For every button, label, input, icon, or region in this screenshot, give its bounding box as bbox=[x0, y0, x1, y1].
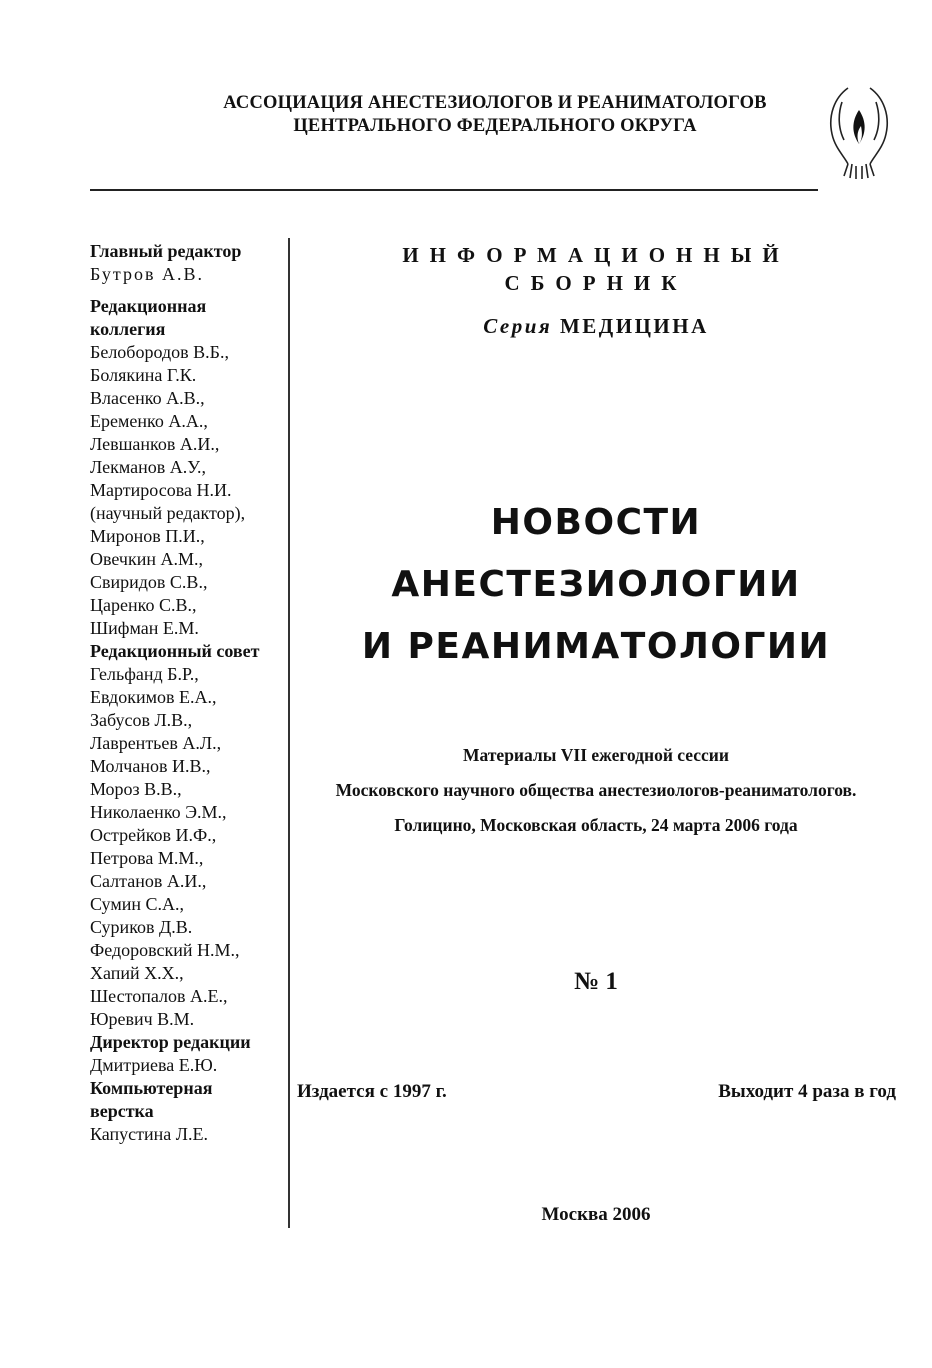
city-year: Москва 2006 bbox=[541, 1204, 651, 1225]
board-member: Свиридов С.В., bbox=[90, 572, 208, 592]
series-label: Серия bbox=[483, 314, 553, 338]
journal-title-line3: И РЕАНИМАТОЛОГИИ bbox=[361, 626, 831, 667]
materials-line3: Голицино, Московская область, 24 марта 2006 года bbox=[394, 815, 798, 835]
column-divider bbox=[288, 238, 290, 1228]
series-line bbox=[296, 314, 896, 339]
council-member: Острейков И.Ф., bbox=[90, 825, 217, 845]
collection-type-line2: СБОРНИК bbox=[504, 271, 688, 295]
board-heading: Редакционная bbox=[90, 296, 207, 316]
council-member: Гельфанд Б.Р., bbox=[90, 664, 199, 684]
issue-number: № 1 bbox=[574, 968, 618, 995]
board-member: Белобородов В.Б., bbox=[90, 342, 229, 362]
series-name: МЕДИЦИНА bbox=[559, 314, 709, 338]
layout-heading: Компьютерная bbox=[90, 1078, 213, 1098]
publication-frequency: Выходит 4 раза в год bbox=[718, 1081, 896, 1102]
board-member: Левшанков А.И., bbox=[90, 434, 220, 454]
board-heading-cont: коллегия bbox=[90, 319, 166, 339]
board-member: Шифман Е.М. bbox=[90, 618, 199, 638]
council-member: Шестопалов А.Е., bbox=[90, 986, 228, 1006]
council-member: Евдокимов Е.А., bbox=[90, 687, 217, 707]
director-name: Дмитриева Е.Ю. bbox=[90, 1055, 218, 1075]
council-member: Сумин С.А., bbox=[90, 894, 184, 914]
council-member: Забусов Л.В., bbox=[90, 710, 193, 730]
header-divider bbox=[90, 189, 818, 191]
journal-title-line2: АНЕСТЕЗИОЛОГИИ bbox=[391, 564, 801, 605]
materials-description bbox=[296, 738, 896, 843]
board-member: Еременко А.А., bbox=[90, 411, 208, 431]
director-heading: Директор редакции bbox=[90, 1032, 251, 1052]
flame-hands-icon bbox=[818, 80, 900, 182]
board-member: Мартиросова Н.И. bbox=[90, 480, 232, 500]
council-member: Николаенко Э.М., bbox=[90, 802, 227, 822]
board-member: Лекманов А.У., bbox=[90, 457, 207, 477]
materials-line1: Материалы VII ежегодной сессии bbox=[463, 745, 729, 765]
collection-type bbox=[296, 241, 896, 297]
journal-title bbox=[296, 492, 896, 678]
board-member: Миронов П.И., bbox=[90, 526, 205, 546]
council-member: Суриков Д.В. bbox=[90, 917, 193, 937]
association-name-line2: ЦЕНТРАЛЬНОГО ФЕДЕРАЛЬНОГО ОКРУГА bbox=[293, 116, 697, 136]
association-header bbox=[120, 92, 870, 138]
journal-title-line1: НОВОСТИ bbox=[490, 502, 702, 543]
board-member: Овечкин А.М., bbox=[90, 549, 204, 569]
board-member: Царенко С.В., bbox=[90, 595, 197, 615]
council-member: Лаврентьев А.Л., bbox=[90, 733, 222, 753]
editorial-sidebar bbox=[90, 240, 285, 1146]
association-name-line1: АССОЦИАЦИЯ АНЕСТЕЗИОЛОГОВ И РЕАНИМАТОЛОГОВ bbox=[223, 93, 767, 113]
collection-type-line1: ИНФОРМАЦИОННЫЙ bbox=[402, 243, 790, 267]
council-member: Федоровский Н.М., bbox=[90, 940, 240, 960]
council-heading: Редакционный совет bbox=[90, 641, 260, 661]
council-member: Салтанов А.И., bbox=[90, 871, 207, 891]
layout-heading-cont: верстка bbox=[90, 1101, 154, 1121]
council-member: Молчанов И.В., bbox=[90, 756, 211, 776]
chief-editor-name: Бутров А.В. bbox=[90, 264, 204, 284]
published-since: Издается с 1997 г. bbox=[297, 1081, 447, 1102]
board-member: Болякина Г.К. bbox=[90, 365, 197, 385]
council-member: Юревич В.М. bbox=[90, 1009, 195, 1029]
council-member: Мороз В.В., bbox=[90, 779, 182, 799]
council-member: Хапий Х.Х., bbox=[90, 963, 184, 983]
materials-line2: Московского научного общества анестезиологов-реаниматологов. bbox=[335, 780, 857, 800]
layout-name: Капустина Л.Е. bbox=[90, 1124, 208, 1144]
chief-editor-heading: Главный редактор bbox=[90, 241, 242, 261]
council-member: Петрова М.М., bbox=[90, 848, 204, 868]
board-member: (научный редактор), bbox=[90, 503, 246, 523]
board-member: Власенко А.В., bbox=[90, 388, 205, 408]
